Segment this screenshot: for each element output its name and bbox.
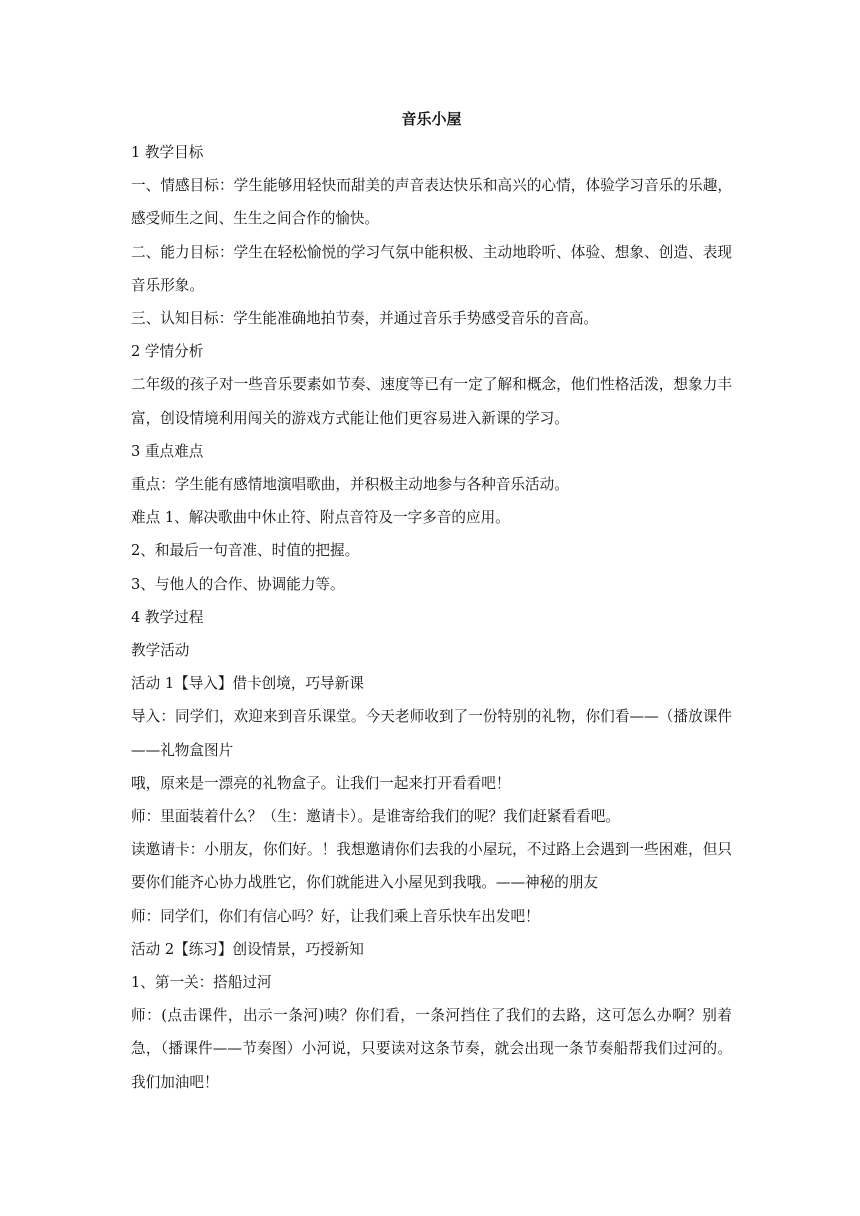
paragraph-ability-goal: 二、能力目标：学生在轻松愉悦的学习气氛中能积极、主动地聆听、体验、想象、创造、表现音乐形象。 [131, 243, 732, 294]
paragraph-cognitive-goal: 三、认知目标：学生能准确地拍节奏，并通过音乐手势感受音乐的音高。 [131, 310, 599, 328]
section-heading-process: 4 教学过程 [131, 608, 204, 626]
paragraph-gift-box: 哦，原来是一漂亮的礼物盒子。让我们一起来打开看看吧！ [131, 774, 511, 792]
paragraph-difficulty-3: 3、与他人的合作、协调能力等。 [131, 575, 345, 593]
paragraph-introduction: 导入：同学们，欢迎来到音乐课堂。今天老师收到了一份特别的礼物，你们看——（播放课件——礼物盒图片 [131, 708, 732, 759]
subheading-activities: 教学活动 [131, 642, 190, 660]
paragraph-key-point: 重点：学生能有感情地演唱歌曲，并积极主动地参与各种音乐活动。 [131, 476, 569, 494]
paragraph-emotional-goal: 一、情感目标：学生能够用轻快而甜美的声音表达快乐和高兴的心情，体验学习音乐的乐趣，感受师生之间、生生之间合作的愉快。 [131, 177, 732, 228]
paragraph-difficulty-2: 2、和最后一句音准、时值的把握。 [131, 542, 360, 560]
section-heading-objectives: 1 教学目标 [131, 144, 204, 161]
paragraph-student-analysis: 二年级的孩子对一些音乐要素如节奏、速度等已有一定了解和概念，他们性格活泼，想象力丰富，创设情境利用闯关的游戏方式能让他们更容易进入新课的学习。 [131, 376, 732, 427]
paragraph-difficulty-1: 难点 1、解决歌曲中休止符、附点音符及一字多音的应用。 [131, 509, 510, 527]
document-title: 音乐小屋 [401, 110, 462, 128]
document-body [131, 102, 732, 1099]
paragraph-level-one: 1、第一关：搭船过河 [131, 974, 272, 992]
activity-2-heading: 活动 2【练习】创设情景，巧授新知 [131, 940, 364, 958]
paragraph-teacher-confidence: 师：同学们，你们有信心吗？好，让我们乘上音乐快车出发吧！ [131, 907, 540, 925]
paragraph-river-crossing: 师：(点击课件，出示一条河)咦？你们看，一条河挡住了我们的去路，这可怎么办啊？别着急，（播课件——节奏图）小河说，只要读对这条节奏，就会出现一条节奏船帮我们过河的。我们加油吧！ [131, 1007, 732, 1091]
section-heading-analysis: 2 学情分析 [131, 343, 204, 361]
paragraph-invitation-card: 读邀请卡：小朋友，你们好。！我想邀请你们去我的小屋玩，不过路上会遇到一些困难，但只要你们能齐心协力战胜它，你们就能进入小屋见到我哦。——神秘的朋友 [131, 841, 732, 892]
paragraph-teacher-question: 师：里面装着什么？（生：邀请卡）。是谁寄给我们的呢？我们赶紧看看吧。 [131, 808, 620, 826]
section-heading-key-points: 3 重点难点 [131, 442, 204, 460]
activity-1-heading: 活动 1【导入】借卡创境，巧导新课 [131, 675, 364, 693]
